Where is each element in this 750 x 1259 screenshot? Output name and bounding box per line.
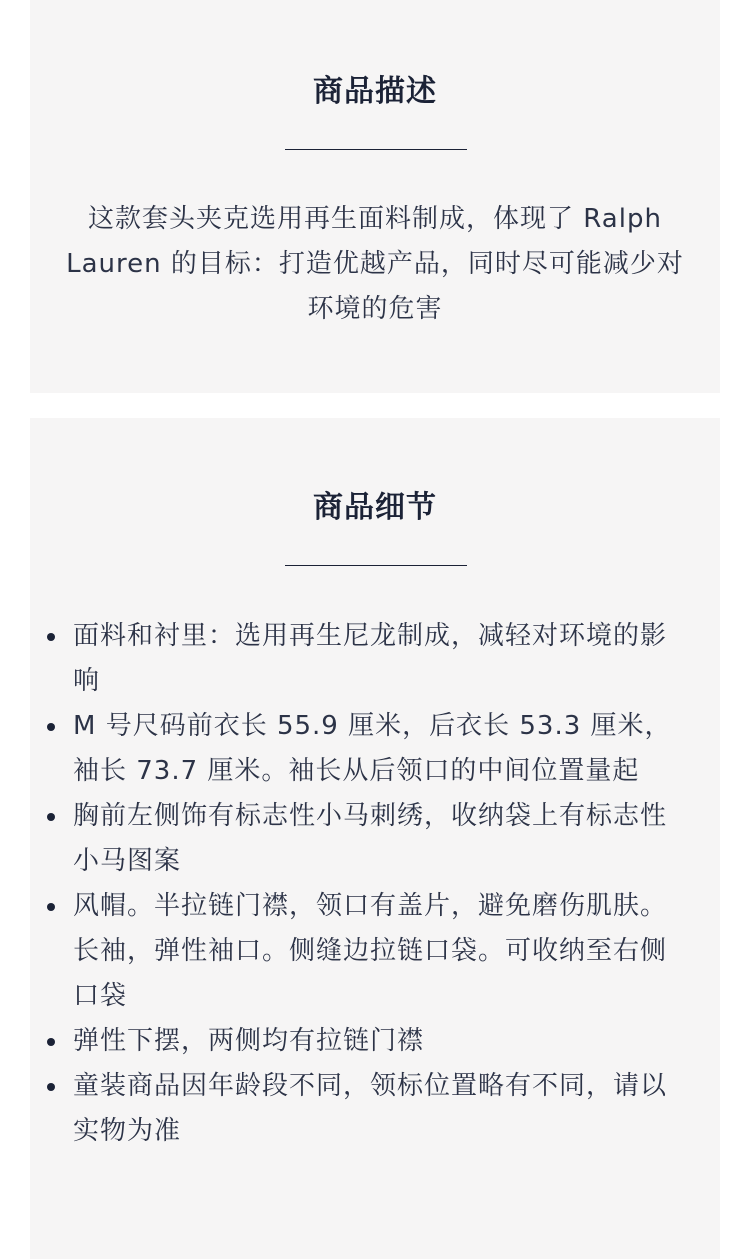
detail-item-fabric bbox=[73, 614, 685, 704]
detail-item-size bbox=[73, 704, 685, 794]
detail-item-text: 风帽。半拉链门襟，领口有盖片，避免磨伤肌肤。长袖，弹性袖口。侧缝边拉链口袋。可收纳至右侧口袋 bbox=[73, 891, 668, 1011]
bullet-dot bbox=[47, 1038, 55, 1046]
detail-item-text: 胸前左侧饰有标志性小马刺绣，收纳袋上有标志性小马图案 bbox=[73, 801, 668, 876]
detail-item-construction bbox=[73, 884, 685, 1019]
detail-item-logo bbox=[73, 794, 685, 884]
detail-item-text: 童装商品因年龄段不同，领标位置略有不同，请以实物为准 bbox=[73, 1071, 668, 1146]
detail-item-hem bbox=[73, 1019, 685, 1064]
title-divider bbox=[285, 149, 467, 150]
product-details-card bbox=[30, 418, 720, 1259]
product-description-text: 这款套头夹克选用再生面料制成，体现了 Ralph Lauren 的目标：打造优越产品，同时尽可能减少对环境的危害 bbox=[66, 204, 684, 324]
product-description-card bbox=[30, 0, 720, 393]
product-details-list bbox=[73, 614, 685, 1154]
bullet-dot bbox=[47, 633, 55, 641]
bullet-dot bbox=[47, 1083, 55, 1091]
detail-item-text: 面料和衬里：选用再生尼龙制成，减轻对环境的影响 bbox=[73, 621, 668, 696]
detail-item-label-note bbox=[73, 1064, 685, 1154]
bullet-dot bbox=[47, 723, 55, 731]
product-details-title: 商品细节 bbox=[313, 490, 437, 525]
detail-item-text: M 号尺码前衣长 55.9 厘米，后衣长 53.3 厘米，袖长 73.7 厘米。袖长从后领口的中间位置量起 bbox=[73, 711, 672, 786]
bullet-dot bbox=[47, 813, 55, 821]
product-description-title: 商品描述 bbox=[313, 74, 437, 109]
title-divider bbox=[285, 565, 467, 566]
bullet-dot bbox=[47, 903, 55, 911]
detail-item-text: 弹性下摆，两侧均有拉链门襟 bbox=[73, 1026, 425, 1056]
